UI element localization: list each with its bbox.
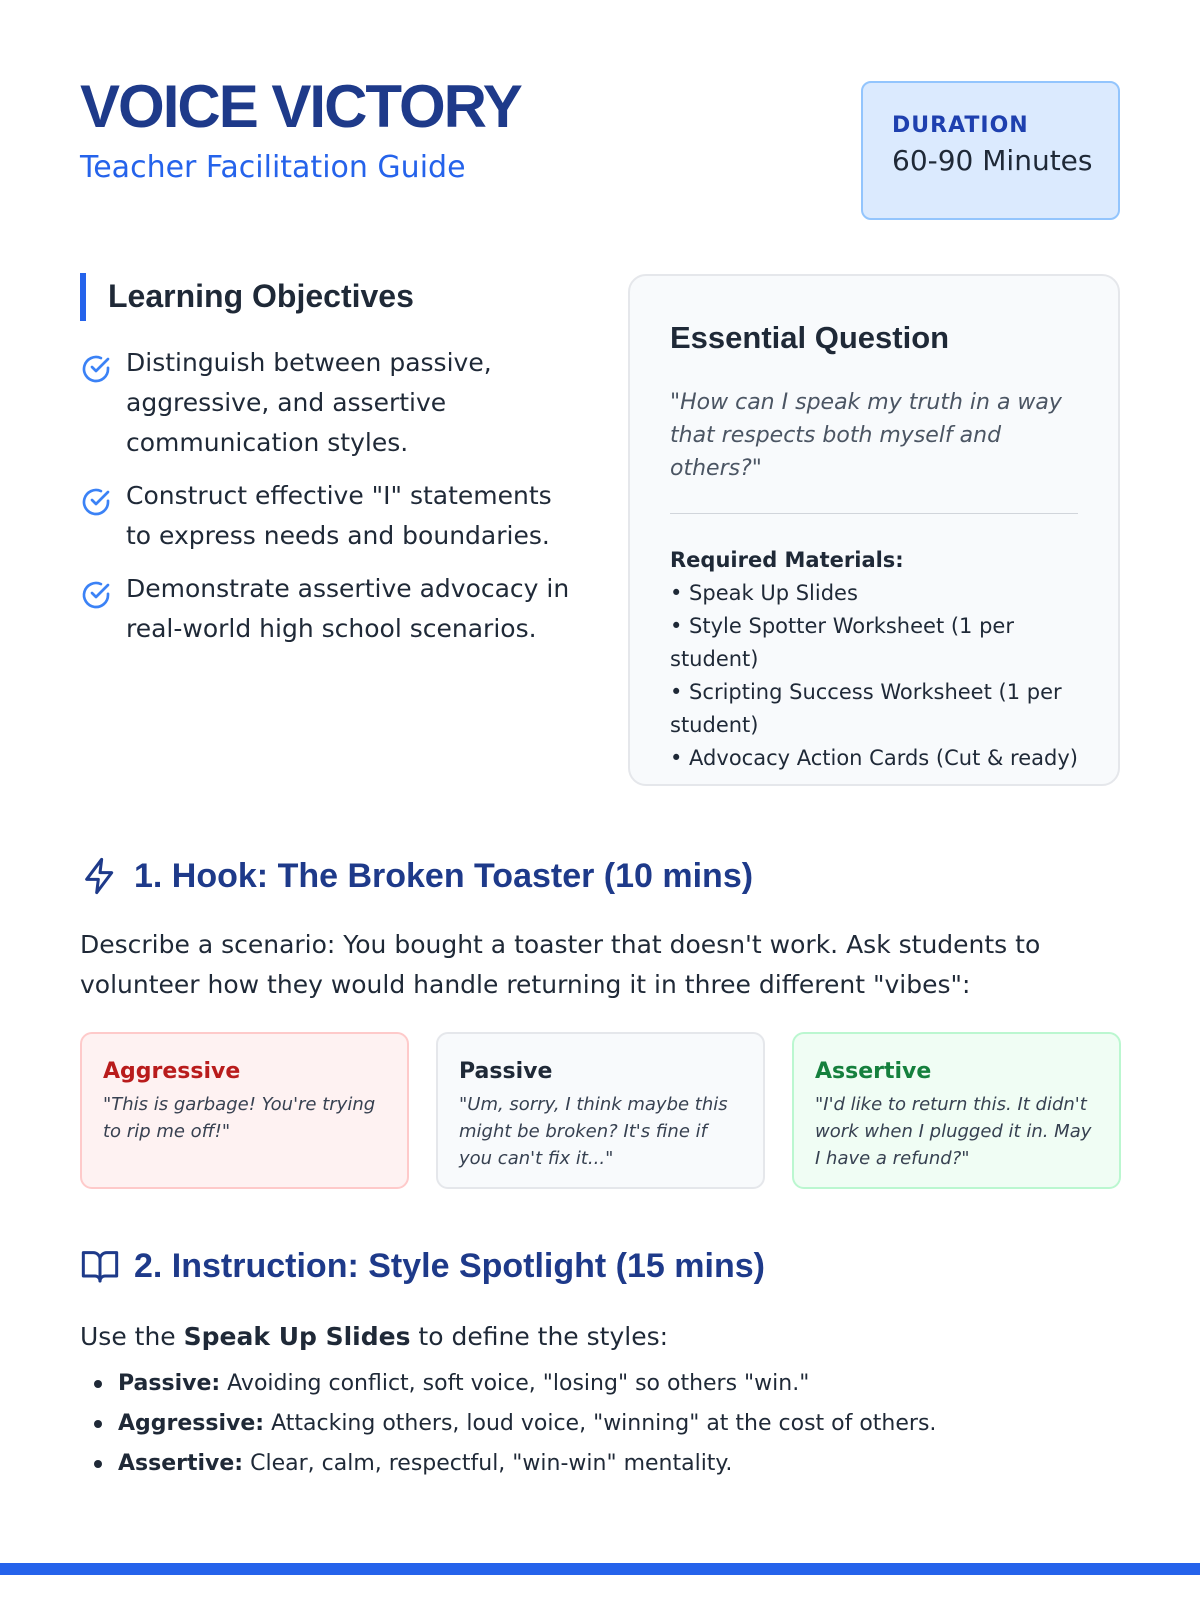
page-subtitle: Teacher Facilitation Guide: [80, 150, 466, 185]
vibe-name: Passive: [459, 1059, 553, 1084]
vibe-card-assertive: [792, 1032, 1121, 1189]
objective-text: Distinguish between passive, aggressive, and assertive communication styles.: [126, 348, 492, 457]
essential-question-heading: Essential Question: [670, 320, 950, 355]
page-title: VOICE VICTORY: [80, 73, 521, 140]
materials-title: Required Materials:: [670, 548, 904, 572]
duration-box: [861, 81, 1120, 220]
list-item: [80, 569, 570, 649]
hook-section-header: [80, 856, 753, 896]
list-item: [80, 476, 570, 556]
objective-text: Demonstrate assertive advocacy in real-world high school scenarios.: [126, 574, 570, 643]
duration-value: 60-90 Minutes: [892, 144, 1093, 177]
style-term: Aggressive:: [118, 1411, 265, 1436]
vibe-quote: "I'd like to return this. It didn't work when I plugged it in. May I have a refund?": [815, 1094, 1092, 1169]
check-circle-icon: [80, 486, 112, 518]
intro-bold: Speak Up Slides: [183, 1322, 411, 1351]
divider: [670, 513, 1078, 514]
intro-suffix: to define the styles:: [410, 1322, 669, 1351]
check-circle-icon: [80, 579, 112, 611]
vibe-card-aggressive: [80, 1032, 409, 1189]
hook-title: 1. Hook: The Broken Toaster (10 mins): [134, 856, 754, 895]
instruction-title: 2. Instruction: Style Spotlight (15 mins): [134, 1246, 765, 1285]
list-item: [118, 1404, 936, 1444]
style-definition: Avoiding conflict, soft voice, "losing" so others "win.": [220, 1371, 810, 1396]
list-item: [118, 1364, 936, 1404]
objective-text: Construct effective "I" statements to express needs and boundaries.: [126, 481, 552, 550]
list-item: [80, 343, 570, 463]
vibe-card-passive: [436, 1032, 765, 1189]
material-item: • Advocacy Action Cards (Cut & ready): [670, 746, 1078, 770]
check-circle-icon: [80, 353, 112, 385]
material-item: • Style Spotter Worksheet (1 per student): [670, 614, 1014, 671]
style-term: Assertive:: [118, 1451, 244, 1476]
instruction-intro: [80, 1317, 668, 1357]
styles-list: [118, 1364, 936, 1484]
intro-prefix: Use the: [80, 1322, 184, 1351]
vibe-quote: "This is garbage! You're trying to rip me off!": [103, 1094, 376, 1142]
open-book-icon: [80, 1246, 120, 1286]
objectives-heading: Learning Objectives: [108, 278, 414, 314]
hook-description: Describe a scenario: You bought a toaster that doesn't work. Ask students to volunteer how they would handle returning it in three different "vibes":: [80, 930, 1041, 999]
style-term: Passive:: [118, 1371, 221, 1396]
material-item: • Speak Up Slides: [670, 581, 858, 605]
vibe-quote: "Um, sorry, I think maybe this might be broken? It's fine if you can't fix it...": [459, 1094, 728, 1169]
material-item: • Scripting Success Worksheet (1 per student): [670, 680, 1062, 737]
footer-accent-bar: [0, 1563, 1200, 1575]
style-definition: Clear, calm, respectful, "win-win" mentality.: [243, 1451, 733, 1476]
style-definition: Attacking others, loud voice, "winning" at the cost of others.: [264, 1411, 937, 1436]
materials-list: [670, 577, 1078, 775]
vibe-name: Assertive: [815, 1059, 932, 1084]
instruction-section-header: [80, 1246, 765, 1286]
list-item: [118, 1444, 936, 1484]
objectives-list: [80, 343, 570, 662]
essential-question-card: [628, 274, 1120, 786]
duration-label: DURATION: [892, 113, 1029, 138]
essential-question-quote: "How can I speak my truth in a way that respects both myself and others?": [670, 390, 1062, 481]
lightning-icon: [80, 856, 120, 896]
objectives-header: [80, 273, 414, 321]
vibe-name: Aggressive: [103, 1059, 241, 1084]
